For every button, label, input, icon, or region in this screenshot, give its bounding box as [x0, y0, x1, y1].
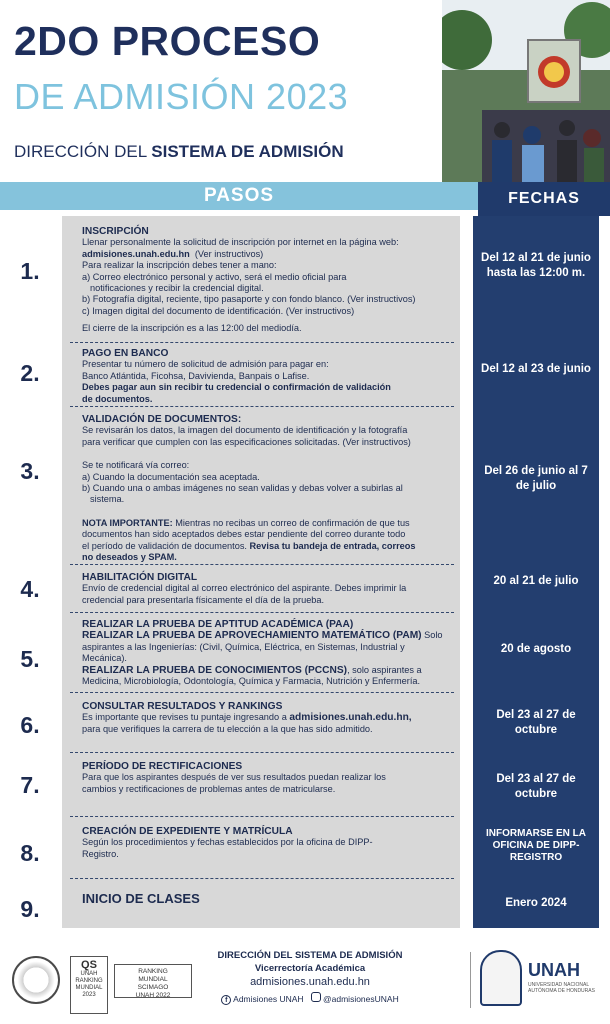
qs-label: QS [81, 959, 97, 971]
title-line-2: DE ADMISIÓN 2023 [14, 76, 349, 117]
dates-column [473, 216, 599, 928]
instagram-link[interactable]: @admisionesUNAH [323, 994, 399, 1004]
step-5-heading-pam: REALIZAR LA PRUEBA DE APROVECHAMIENTO MATEMÁTICO (PAM) [82, 630, 422, 642]
sun-seal-icon [12, 956, 60, 1004]
step-1-web-line [82, 249, 452, 260]
step-6-date: Del 23 al 27 de octubre [496, 709, 576, 736]
step-3-line: b) Cuando una o ambas imágenes no sean validas y debas volver a subirlas al [82, 483, 403, 494]
facebook-icon: f [221, 995, 231, 1005]
step-number-9: 9. [20, 896, 40, 922]
step-1-line: c) Imagen digital del documento de identificación. (Ver instructivos) [82, 305, 355, 316]
step-2-date: Del 12 al 23 de junio [481, 363, 591, 375]
step-number-5: 5. [20, 646, 40, 672]
footer-line-2: Vicerrectoría Académica [254, 963, 366, 974]
step-3-line: sistema. [90, 494, 125, 505]
facebook-link[interactable]: Admisiones UNAH [233, 994, 304, 1004]
step-3-line: a) Cuando la documentación sea aceptada. [82, 471, 260, 482]
step-1-line: a) Correo electrónico personal y activo, será el medio oficial para [82, 271, 347, 282]
instagram-icon [311, 992, 321, 1002]
step-6-web-line [82, 712, 452, 723]
step-3-note-line [82, 541, 452, 552]
header [0, 0, 610, 182]
step-2 [82, 348, 452, 405]
separator [70, 878, 454, 879]
qs-line: MUNDIAL [75, 985, 103, 991]
step-5-line: Medicina, Microbiología, Odontología, Química y Farmacia, Nutrición y Enfermería. [82, 676, 421, 687]
step-6-website: admisiones.unah.edu.hn, [289, 712, 412, 724]
step-4-line: credencial para presentarla físicamente el día de la prueba. [82, 594, 325, 605]
step-8-heading: CREACIÓN DE EXPEDIENTE Y MATRÍCULA [82, 826, 293, 837]
step-5-date: 20 de agosto [500, 643, 572, 655]
campus-photo-illustration [442, 0, 610, 182]
scimago-line: RANKING [138, 968, 168, 975]
subtitle-prefix: DIRECCIÓN DEL [14, 142, 152, 161]
step-8-line: Según los procedimientos y fechas establecidos por la oficina de DIPP- [82, 837, 373, 848]
step-number-4: 4. [20, 576, 40, 602]
step-1-line: Llenar personalmente la solicitud de inscripción por internet en la página web: [82, 237, 399, 248]
step-5-heading-pccns: REALIZAR LA PRUEBA DE CONOCIMIENTOS (PCCNS) [82, 664, 348, 676]
step-number-6: 6. [20, 712, 40, 738]
step-5-line: Mecánica). [82, 653, 127, 664]
scimago-line: SCIMAGO [137, 984, 169, 991]
step-number-7: 7. [20, 772, 40, 798]
step-7-line: Para que los aspirantes después de ver sus resultados puedan realizar los [82, 772, 386, 783]
footer [0, 934, 610, 1024]
step-3-line: el período de validación de documentos. [82, 540, 247, 551]
footer-contact [200, 950, 420, 1005]
step-3-note-label: NOTA IMPORTANTE: [82, 517, 173, 528]
step-5-heading-paa: REALIZAR LA PRUEBA DE APTITUD ACADÉMICA (PAA) [82, 619, 354, 630]
title-line-1: 2DO PROCESO [14, 18, 321, 64]
qs-line: 2023 [82, 992, 96, 998]
qs-line: UNAH [80, 971, 98, 977]
step-3-note-text: Mientras no recibas un correo de confirmación de que tus [175, 517, 410, 528]
separator [70, 406, 454, 407]
unah-logo-text: UNAH [528, 960, 580, 980]
step-1 [82, 226, 452, 335]
step-5 [82, 619, 452, 687]
step-6-line: para que verifiques la carrera de tu elección a la que has sido admitido. [82, 723, 373, 734]
separator [70, 752, 454, 753]
step-1-line: Para realizar la inscripción debes tener a mano: [82, 260, 277, 271]
step-3-line-bold: Revisa tu bandeja de entrada, correos [249, 540, 416, 551]
step-7 [82, 761, 452, 795]
separator [70, 612, 454, 613]
campus-photo [442, 0, 610, 182]
step-5-pam-line [82, 630, 452, 641]
step-4-date: 20 al 21 de julio [493, 575, 579, 587]
step-9-heading: INICIO DE CLASES [82, 891, 200, 906]
step-1-instructivos: (Ver instructivos) [194, 248, 264, 259]
step-4-heading: HABILITACIÓN DIGITAL [82, 572, 198, 583]
step-1-website: admisiones.unah.edu.hn [82, 248, 190, 259]
step-1-date: Del 12 al 21 de junio hasta las 12:00 m. [481, 252, 591, 279]
separator [70, 342, 454, 343]
step-1-line: notificaciones y recibir la credencial digital. [90, 283, 264, 294]
qs-ranking-badge [70, 956, 108, 1014]
step-3 [82, 414, 452, 563]
footer-divider [470, 952, 471, 1008]
step-6-heading: CONSULTAR RESULTADOS Y RANKINGS [82, 701, 283, 712]
step-5-line: , solo aspirantes a [347, 664, 422, 675]
step-8-line: Registro. [82, 848, 119, 859]
step-8-date: INFORMARSE EN LA OFICINA DE DIPP-REGISTRO [486, 828, 586, 863]
step-7-line: cambios y rectificaciones de problemas antes de matricularse. [82, 783, 336, 794]
footer-website[interactable]: admisiones.unah.edu.hn [250, 976, 370, 988]
step-9-date: Enero 2024 [505, 897, 567, 909]
step-number-2: 2. [20, 360, 40, 386]
separator [70, 816, 454, 817]
step-9 [82, 892, 452, 906]
step-7-heading: PERÍODO DE RECTIFICACIONES [82, 761, 243, 772]
qs-line: RANKING [75, 978, 103, 984]
step-1-line: b) Fotografía digital, reciente, tipo pasaporte y con fondo blanco. (Ver instructivos) [82, 294, 416, 305]
step-7-date: Del 23 al 27 de octubre [496, 773, 576, 800]
step-1-heading: INSCRIPCIÓN [82, 226, 149, 237]
step-5-pccns-line [82, 665, 452, 676]
step-3-line-bold: no deseados y SPAM. [82, 552, 177, 563]
step-3-note-line [82, 518, 452, 529]
footer-line-1: DIRECCIÓN DEL SISTEMA DE ADMISIÓN [217, 950, 403, 961]
step-4 [82, 572, 452, 606]
step-2-line: Banco Atlántida, Ficohsa, Davivienda, Banpais o Lafise. [82, 370, 310, 381]
step-3-line: Se revisarán los datos, la imagen del documento de identificación y la fotografía [82, 425, 408, 436]
unah-seal-icon [480, 950, 522, 1006]
step-number-3: 3. [20, 458, 40, 484]
scimago-ranking-badge [114, 964, 192, 998]
subtitle [14, 142, 344, 162]
step-3-line: para verificar que cumplen con las especificaciones solicitadas. (Ver instructivos) [82, 436, 411, 447]
step-4-line: Envío de credencial digital al correo electrónico del aspirante. Debes imprimir la [82, 583, 407, 594]
step-2-heading: PAGO EN BANCO [82, 348, 169, 359]
step-3-date: Del 26 de junio al 7 de julio [484, 465, 588, 492]
step-1-line: El cierre de la inscripción es a las 12:00 del mediodía. [82, 323, 302, 334]
step-3-line: Se te notificará vía correo: [82, 460, 190, 471]
step-number-1: 1. [20, 258, 40, 284]
step-8 [82, 826, 452, 860]
step-2-line-bold: Debes pagar aun sin recibir tu credencial o confirmación de validación [82, 382, 391, 393]
subtitle-bold: SISTEMA DE ADMISIÓN [151, 142, 344, 161]
pasos-header: PASOS [0, 182, 478, 210]
step-3-heading: VALIDACIÓN DE DOCUMENTOS: [82, 414, 242, 425]
step-5-line: Solo [424, 630, 443, 641]
unah-logo-subtext: UNIVERSIDAD NACIONAL AUTÓNOMA DE HONDURAS [528, 982, 595, 994]
separator [70, 564, 454, 565]
scimago-line: UNAH 2022 [135, 992, 171, 999]
step-3-line: documentos han sido aceptados debes estar pendiente del correo durante todo [82, 529, 406, 540]
step-6-line: Es importante que revises tu puntaje ingresando a [82, 712, 287, 723]
step-number-8: 8. [20, 840, 40, 866]
social-links [200, 992, 420, 1005]
fechas-header: FECHAS [478, 182, 610, 216]
step-2-line-bold: de documentos. [82, 393, 153, 404]
scimago-line: MUNDIAL [138, 976, 168, 983]
step-2-line: Presentar tu número de solicitud de admisión para pagar en: [82, 359, 329, 370]
separator [70, 692, 454, 693]
step-5-line: aspirantes a las Ingenierías: (Civil, Química, Eléctrica, en Sistemas, Industrial y [82, 641, 405, 652]
step-6 [82, 701, 452, 735]
